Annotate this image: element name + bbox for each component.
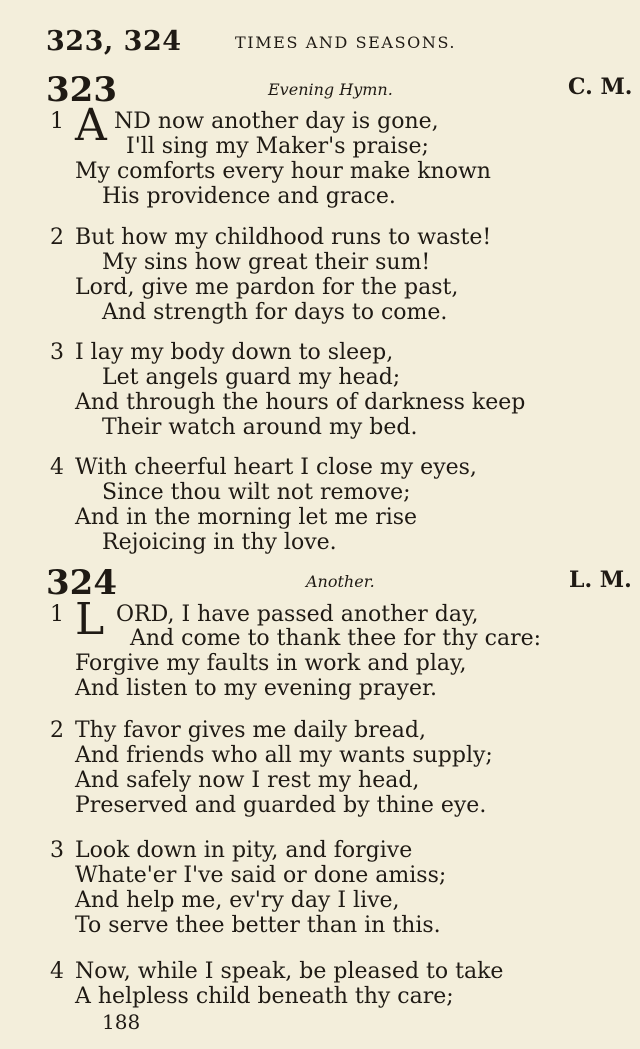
verse-line: And strength for days to come. [102,300,448,325]
verse-line: Thy favor gives me daily bread, [75,718,426,743]
verse-line: My sins how great their sum! [102,250,431,275]
verse-line: Since thou wilt not remove; [102,480,411,505]
drop-cap: A [75,100,107,151]
verse-line: I'll sing my Maker's praise; [126,134,429,159]
verse-line: ORD, I have passed another day, [116,602,479,627]
verse-line: But how my childhood runs to waste! [75,225,492,250]
verse-line: A helpless child beneath thy care; [75,984,454,1009]
page-number: 188 [102,1010,141,1034]
verse-line: ND now another day is gone, [114,109,439,134]
verse-line: I lay my body down to sleep, [75,340,394,365]
verse-line: Rejoicing in thy love. [102,530,337,555]
verse-line: To serve thee better than in this. [75,913,441,938]
verse-number: 4 [50,455,64,480]
verse-line: And help me, ev'ry day I live, [75,888,400,913]
verse-line: Preserved and guarded by thine eye. [75,793,487,818]
verse-line: And in the morning let me rise [75,505,418,530]
verse-line: Whate'er I've said or done amiss; [75,863,447,888]
verse-line: And through the hours of darkness keep [75,390,526,415]
verse-number: 1 [50,109,64,134]
hymn-number: 323 [46,70,117,110]
verse-number: 4 [50,959,64,984]
hymn-meter: C. M. [568,74,633,100]
verse-line: With cheerful heart I close my eyes, [75,455,477,480]
verse-line: Lord, give me pardon for the past, [75,275,459,300]
verse-number: 2 [50,718,64,743]
verse-line: My comforts every hour make known [75,159,491,184]
verse-number: 3 [50,838,64,863]
verse-line: And friends who all my wants supply; [75,743,493,768]
verse-line: Let angels guard my head; [102,365,401,390]
hymn-meter: L. M. [569,567,632,593]
verse-line: And listen to my evening prayer. [75,676,438,701]
running-header-title: TIMES AND SEASONS. [235,33,457,52]
verse-line: Their watch around my bed. [102,415,418,440]
verse-number: 2 [50,225,64,250]
hymn-title: Another. [306,572,375,591]
verse-number: 1 [50,602,64,627]
verse-line: And safely now I rest my head, [75,768,420,793]
verse-line: Forgive my faults in work and play, [75,651,467,676]
drop-cap: L [75,594,105,645]
verse-number: 3 [50,340,64,365]
verse-line: And come to thank thee for thy care: [130,626,542,651]
header-hymn-numbers: 323, 324 [46,26,182,57]
hymn-title: Evening Hymn. [268,80,393,99]
verse-line: His providence and grace. [102,184,396,209]
verse-line: Look down in pity, and forgive [75,838,413,863]
verse-line: Now, while I speak, be pleased to take [75,959,504,984]
hymn-number: 324 [46,563,117,603]
